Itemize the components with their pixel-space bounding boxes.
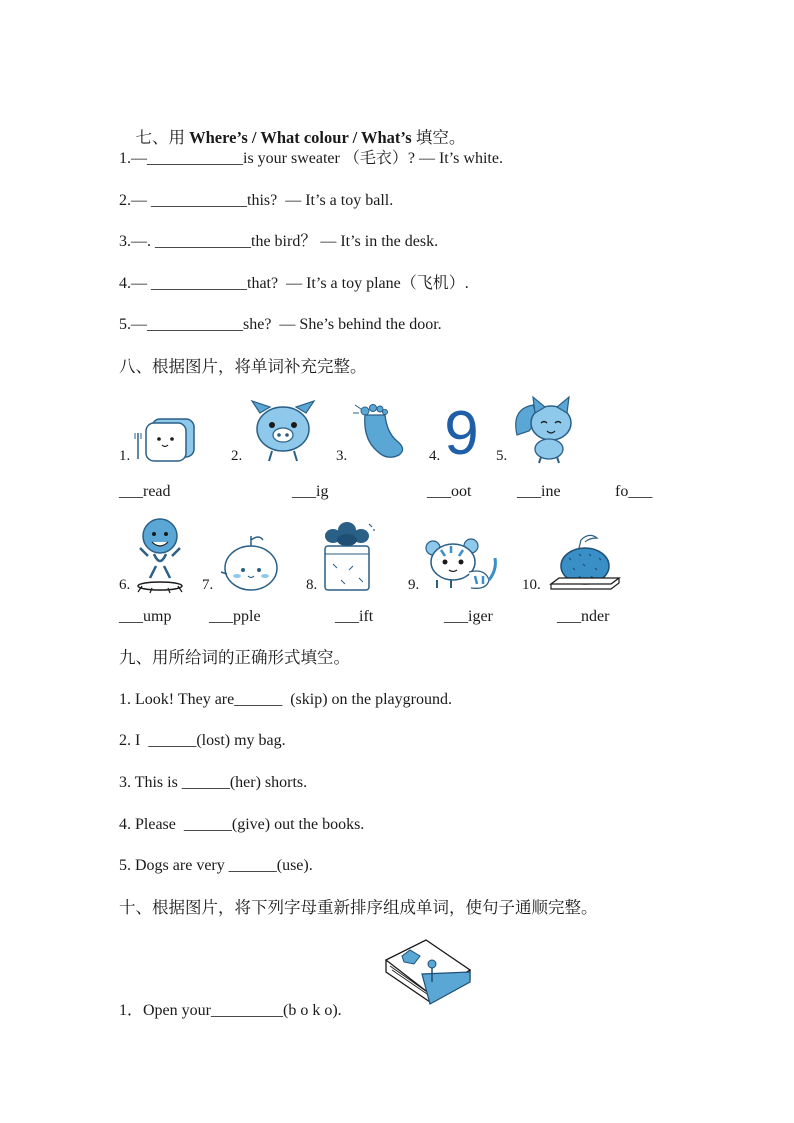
pic-number: 2. xyxy=(231,448,243,464)
word-row-1 xyxy=(119,482,679,502)
pic-item-6 xyxy=(119,514,186,594)
gift-icon xyxy=(321,520,377,594)
word-blank-7: ___pple xyxy=(209,608,261,625)
section9-item-4: 4. Please ______(give) out the books. xyxy=(119,816,365,833)
pic-number: 5. xyxy=(496,448,508,464)
pic-number: 6. xyxy=(119,577,131,593)
pic-number: 1. xyxy=(119,448,131,464)
section10-item-1: 1．Open your_________(b o k o). xyxy=(119,1002,342,1019)
section7-item-5: 5.—____________she? — She’s behind the door. xyxy=(119,316,442,333)
word-blank-4: ___ine xyxy=(517,483,561,500)
word-blank-8: ___ift xyxy=(335,608,374,625)
pic-number: 7. xyxy=(202,577,214,593)
section9-item-5: 5. Dogs are very ______(use). xyxy=(119,857,313,874)
foot-icon xyxy=(351,401,411,465)
pic-item-8 xyxy=(306,514,377,594)
section8-heading: 八、根据图片，将单词补充完整。 xyxy=(119,357,367,376)
apple-icon xyxy=(217,534,283,594)
section9-heading: 九、用所给词的正确形式填空。 xyxy=(119,648,350,667)
word-row-2 xyxy=(119,607,679,627)
pic-number: 3. xyxy=(336,448,348,464)
word-blank-10: ___nder xyxy=(557,608,610,625)
word-blank-5: fo___ xyxy=(615,483,653,500)
pic-item-9 xyxy=(408,514,499,594)
pic-number: 9. xyxy=(408,577,420,593)
picture-row-1 xyxy=(119,392,679,467)
section7-item-1: 1.—____________is your sweater （毛衣）? — It’s white. xyxy=(119,150,503,167)
pic-item-1 xyxy=(119,392,202,465)
pic-number: 10. xyxy=(522,577,541,593)
nine-digit: 9 xyxy=(444,399,479,468)
section7-heading-prefix: 七、用 xyxy=(135,128,190,147)
pig-icon xyxy=(246,395,320,465)
section7-heading-suffix: 填空。 xyxy=(411,128,466,147)
bread-icon xyxy=(134,407,202,465)
word-blank-3: ___oot xyxy=(427,483,472,500)
fox-icon xyxy=(511,395,585,465)
pic-item-7 xyxy=(202,514,283,594)
word-blank-6: ___ump xyxy=(119,608,172,625)
word-blank-1: ___read xyxy=(119,483,171,500)
word-blank-9: ___iger xyxy=(444,608,493,625)
jumping-boy-icon xyxy=(134,516,186,594)
pic-item-10 xyxy=(522,514,621,594)
pic-number: 4. xyxy=(429,448,441,464)
section10-heading: 十、根据图片，将下列字母重新排序组成单词，使句子通顺完整。 xyxy=(119,898,598,917)
tiger-icon xyxy=(423,532,499,594)
pic-item-2 xyxy=(231,392,320,465)
pic-number: 8. xyxy=(306,577,318,593)
picture-row-2 xyxy=(119,514,679,596)
section7-heading-bold: Where’s / What colour / What’s xyxy=(189,128,412,147)
section9-item-3: 3. This is ______(her) shorts. xyxy=(119,774,308,791)
section7-item-4: 4.— ____________that? — It’s a toy plane（飞机）. xyxy=(119,275,469,292)
section7-item-2: 2.— ____________this? — It’s a toy ball. xyxy=(119,192,394,209)
under-icon xyxy=(545,532,621,594)
book-icon xyxy=(382,938,472,1016)
pic-item-4 xyxy=(429,392,479,468)
section9-item-2: 2. I ______(lost) my bag. xyxy=(119,732,286,749)
pic-item-5 xyxy=(496,392,585,465)
word-blank-2: ___ig xyxy=(292,483,329,500)
pic-item-3 xyxy=(336,392,411,465)
section9-item-1: 1. Look! They are______ (skip) on the playground. xyxy=(119,691,452,708)
section7-item-3: 3.—. ____________the bird？ — It’s in the desk. xyxy=(119,233,439,250)
